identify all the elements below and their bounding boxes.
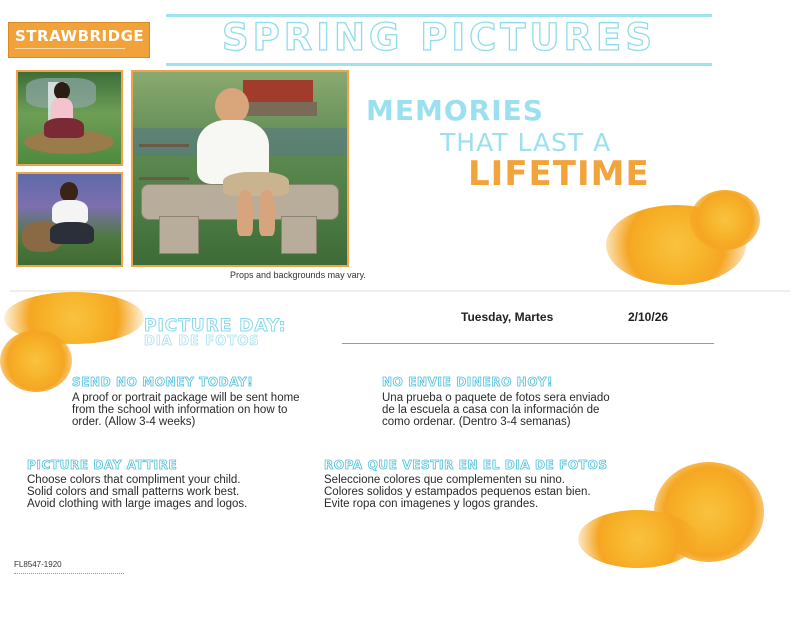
photo-girl-waterfall <box>16 70 123 166</box>
logo-underline <box>15 48 125 53</box>
page-title: SPRING PICTURES <box>222 16 656 59</box>
logo-text: STRAWBRIDGE <box>15 27 145 45</box>
attire-body-es <box>324 474 591 510</box>
flower-left-lower <box>0 330 72 392</box>
attire-heading-en: PICTURE DAY ATTIRE <box>27 458 178 472</box>
send-money-line-es-1: Una prueba o paquete de fotos sera enviado <box>382 392 610 404</box>
footer-rule <box>14 570 124 574</box>
attire-line-es-3: Evite ropa con imagenes y logos grandes. <box>324 498 539 510</box>
send-money-heading-es: NO ENVIE DINERO HOY! <box>382 375 554 389</box>
send-money-line-es-2: de la escuela a casa con la información de <box>382 404 600 416</box>
picture-day-title: PICTURE DAY: <box>144 316 287 336</box>
send-money-line-es-3: como ordenar. (Dentro 3-4 semanas) <box>382 416 571 428</box>
picture-day-weekday: Tuesday, Martes <box>461 310 554 324</box>
photo-boy-flowers <box>16 172 123 267</box>
slogan-line-2: THAT LAST A <box>440 128 612 157</box>
section-divider <box>10 290 790 292</box>
flower-top-right-small <box>690 190 760 250</box>
slogan-line-1: MEMORIES <box>366 94 544 127</box>
slogan-line-3: LIFETIME <box>468 154 650 194</box>
date-rule <box>342 343 714 344</box>
attire-body-en <box>27 474 247 510</box>
attire-line-en-2: Solid colors and small patterns work best. <box>27 486 240 498</box>
attire-line-en-3: Avoid clothing with large images and logos. <box>27 498 248 510</box>
photo-boy-bench <box>131 70 349 267</box>
form-code: FL8547-1920 <box>14 560 62 569</box>
attire-line-en-1: Choose colors that compliment your child. <box>27 474 241 486</box>
send-money-line-en-2: from the school with information on how to <box>72 404 288 416</box>
send-money-line-en-1: A proof or portrait package will be sent home <box>72 392 300 404</box>
attire-heading-es: ROPA QUE VESTIR EN EL DIA DE FOTOS <box>324 458 608 472</box>
strawbridge-logo <box>8 22 150 58</box>
send-money-line-en-3: order. (Allow 3-4 weeks) <box>72 416 196 428</box>
photo-caption: Props and backgrounds may vary. <box>230 270 366 280</box>
send-money-body-en <box>72 392 300 428</box>
picture-day-date: 2/10/26 <box>628 310 669 324</box>
attire-line-es-1: Seleccione colores que complementen su nino. <box>324 474 566 486</box>
send-money-body-es <box>382 392 610 428</box>
flower-bottom-right-small <box>578 510 698 568</box>
send-money-heading-en: SEND NO MONEY TODAY! <box>72 375 254 389</box>
picture-day-title-es: DIA DE FOTOS <box>144 334 260 349</box>
attire-line-es-2: Colores solidos y estampados pequenos estan bien. <box>324 486 591 498</box>
